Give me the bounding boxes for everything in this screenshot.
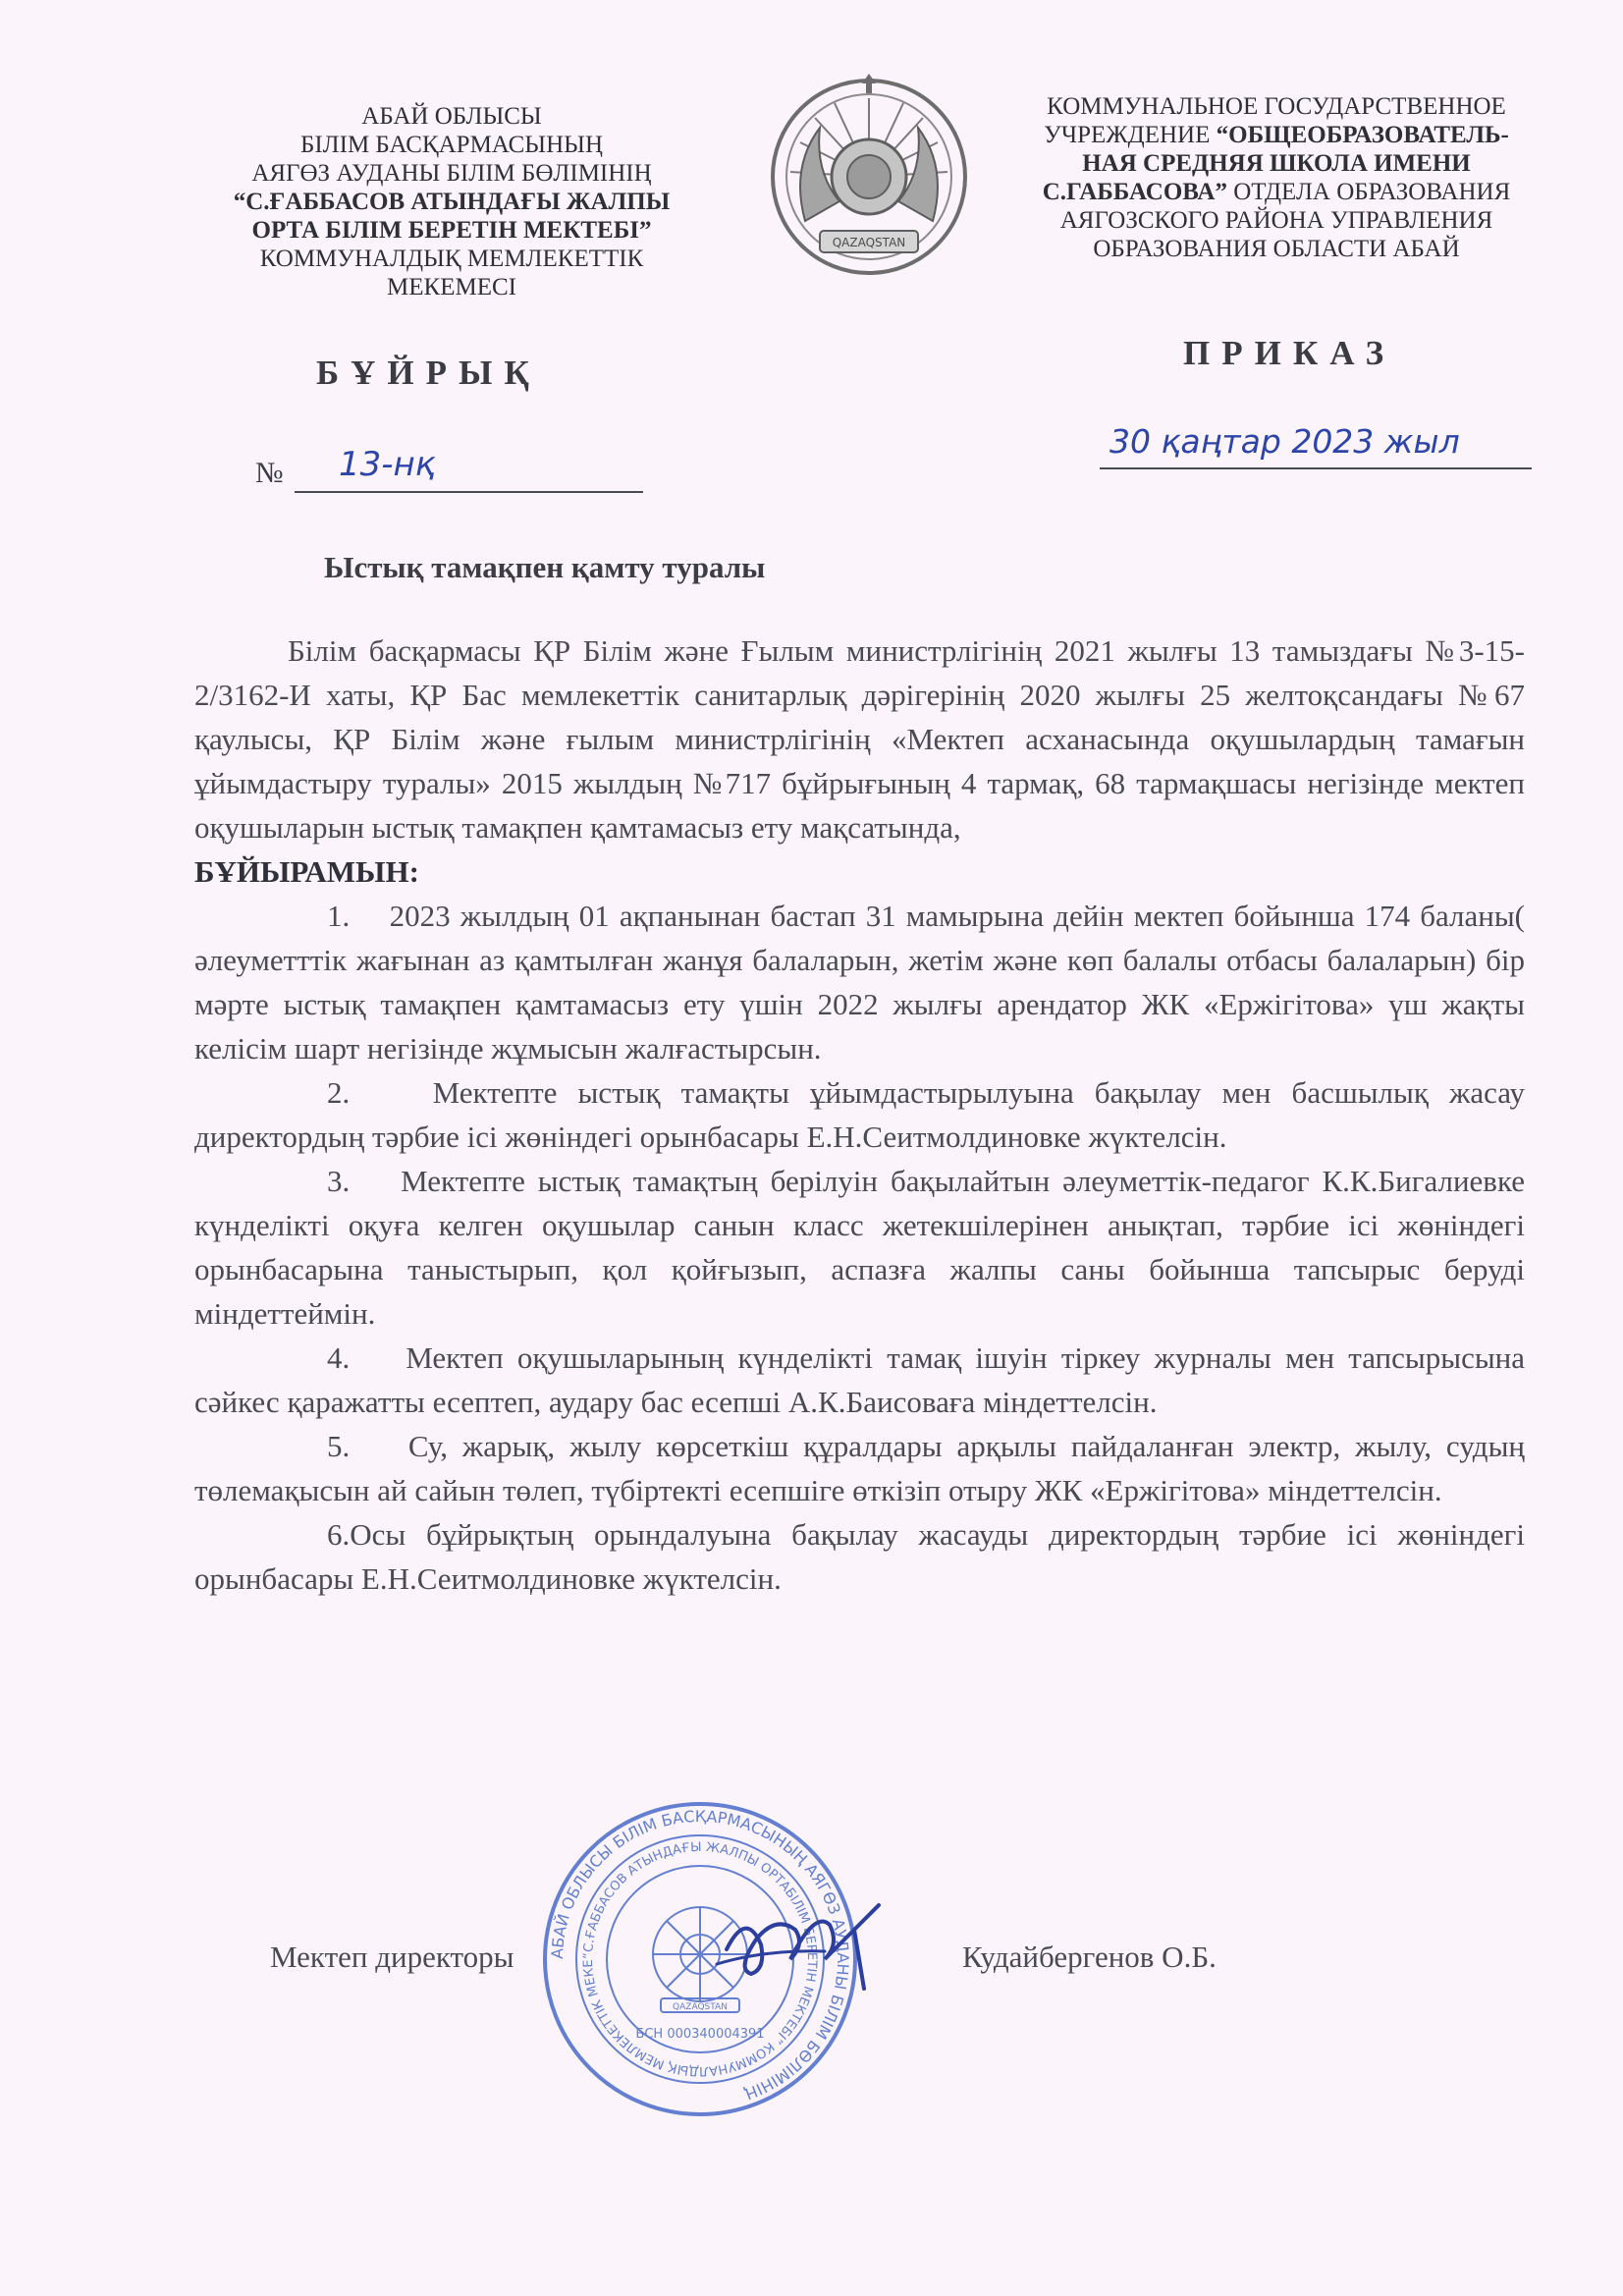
- header-right-line: КОММУНАЛЬНОЕ ГОСУДАРСТВЕННОЕ: [1047, 93, 1506, 120]
- header-right: [992, 92, 1561, 263]
- header-right-line: АЯГОЗСКОГО РАЙОНА УПРАВЛЕНИЯ: [1059, 207, 1493, 234]
- signature-position: Мектеп директоры: [270, 1940, 514, 1974]
- state-emblem: [766, 74, 972, 280]
- order-subject: Ыстық тамақпен қамту туралы: [324, 550, 766, 584]
- stamp-ribbon-text: QAZAQSTAN: [673, 2002, 728, 2012]
- state-emblem-icon: [766, 74, 972, 280]
- header-right-line: “ОБЩЕОБРАЗОВАТЕЛЬ-: [1216, 122, 1509, 148]
- header-right-line: С.ГАББАСОВА”: [1042, 179, 1227, 205]
- order-item-2: 2. Мектепте ыстық тамақты ұйымдастырылуына бақылау мен басшылық жасау директордың тәрбие ісі жөніндегі орынбасары Е.Н.Сеитмолдиновке жүктелсін.: [194, 1075, 1525, 1154]
- number-underline: [295, 491, 643, 493]
- signature-handwritten: [707, 1890, 893, 1998]
- header-right-line: УЧРЕЖДЕНИЕ: [1044, 122, 1217, 148]
- header-left-line: МЕКЕМЕСІ: [387, 274, 516, 301]
- date-value: 30 қаңтар 2023 жыл: [1109, 422, 1460, 461]
- emblem-ribbon-text: QAZAQSTAN: [832, 236, 906, 249]
- stamp-bin: БСН 000340004391: [635, 2027, 765, 2042]
- header-left-line: “С.ҒАББАСОВ АТЫНДАҒЫ ЖАЛПЫ: [233, 189, 671, 215]
- order-item-3: 3. Мектепте ыстық тамақтың берілуін бақылайтын әлеуметтік-педагог К.К.Бигалиевке күнделікті оқуға келген оқушылар санын класс жетекшілерінен анықтап, тәрбие ісі жөніндегі орынбасарына таныстырып, қол қойғызып, аспазға жалпы саны бойынша тапсырыс беруді міндеттеймін.: [194, 1164, 1525, 1331]
- date-underline: [1100, 467, 1532, 469]
- order-number: [255, 447, 648, 496]
- body-intro: Білім басқармасы ҚР Білім және Ғылым министрлігінің 2021 жылғы 13 тамыздағы №3-15-2/3162-И хаты, ҚР Бас мемлекеттік санитарлық дәрігерінің 2020 жылғы 25 желтоқсандағы №67 қаулысы, ҚР Білім және ғылым министрлігінің «Мектеп асханасында оқушылардың тамағын ұйымдастыру туралы» 2015 жылдың №717 бұйрығының 4 тармақ, 68 тармақшасы негізінде мектеп оқушыларын ыстық тамақпен қамтамасыз ету мақсатында,: [194, 633, 1525, 845]
- header-left-line: КОММУНАЛДЫҚ МЕМЛЕКЕТТІК: [259, 246, 644, 272]
- header-left-line: БІЛІМ БАСҚАРМАСЫНЫҢ: [299, 132, 603, 158]
- order-word: БҰЙЫРАМЫН:: [194, 854, 419, 889]
- stamp-outer-text: АБАЙ ОБЛЫСЫ БІЛІМ БАСҚАРМАСЫНЫҢ АЯГӨЗ АУДАНЫ БІЛІМ БӨЛІМІНІҢ: [547, 1806, 853, 2104]
- order-item-6: 6.Осы бұйрықтың орындалуына бақылау жасауды директордың тәрбие ісі жөніндегі орынбасары Е.Н.Сеитмолдиновке жүктелсін.: [194, 1517, 1525, 1596]
- order-item-5: 5. Су, жарық, жылу көрсеткіш құралдары арқылы пайдаланған электр, жылу, судың төлемақысын ай сайын төлеп, түбіртекті есепшіге өткізіп отыру ЖК «Ержігітова» міндеттелсін.: [194, 1429, 1525, 1507]
- number-label: №: [255, 457, 284, 489]
- signature-scribble: [707, 1890, 893, 1998]
- header-left-line: ОРТА БІЛІМ БЕРЕТІН МЕКТЕБІ”: [251, 217, 652, 244]
- header-left-line: АБАЙ ОБЛЫСЫ: [361, 103, 542, 130]
- order-date: [1100, 422, 1532, 476]
- title-ru: ПРИКАЗ: [1183, 334, 1396, 372]
- header-right-line: НАЯ СРЕДНЯЯ ШКОЛА ИМЕНИ: [1082, 150, 1471, 177]
- header-left-line: АЯГӨЗ АУДАНЫ БІЛІМ БӨЛІМІНІҢ: [251, 160, 652, 187]
- number-value: 13-нқ: [339, 445, 436, 484]
- signature-name: Кудайбергенов О.Б.: [962, 1940, 1217, 1974]
- order-item-1: 1. 2023 жылдың 01 ақпанынан бастап 31 мамырына дейін мектеп бойынша 174 баланы( әлеуметттік жағынан аз қамтылған жанұя балаларын, жетім және көп балалы отбасы балаларын) бір мәрте ыстық тамақпен қамтамасыз ету үшін 2022 жылғы арендатор ЖК «Ержігітова» үш жақты келісім шарт негізінде жұмысын жалғастырсын.: [194, 899, 1525, 1066]
- title-kz: БҰЙРЫҚ: [316, 354, 541, 392]
- order-item-4: 4. Мектеп оқушыларының күнделікті тамақ ішуін тіркеу журналы мен тапсырысына сәйкес қаражатты есептеп, аудару бас есепші А.К.Баисоваға міндеттелсін.: [194, 1340, 1525, 1419]
- header-right-line: ОТДЕЛА ОБРАЗОВАНИЯ: [1226, 179, 1511, 205]
- stamp-inner-text: “С.ҒАББАСОВ АТЫНДАҒЫ ЖАЛПЫ ОРТАБІЛІМ БЕРЕТІН МЕКТЕБІ” КОММУНАЛДЫҚ МЕМЛЕКЕТТІК МЕКЕ: [580, 1839, 820, 2079]
- header-right-line: ОБРАЗОВАНИЯ ОБЛАСТИ АБАЙ: [1093, 236, 1460, 262]
- header-left: [177, 102, 727, 301]
- order-body: [194, 629, 1525, 1601]
